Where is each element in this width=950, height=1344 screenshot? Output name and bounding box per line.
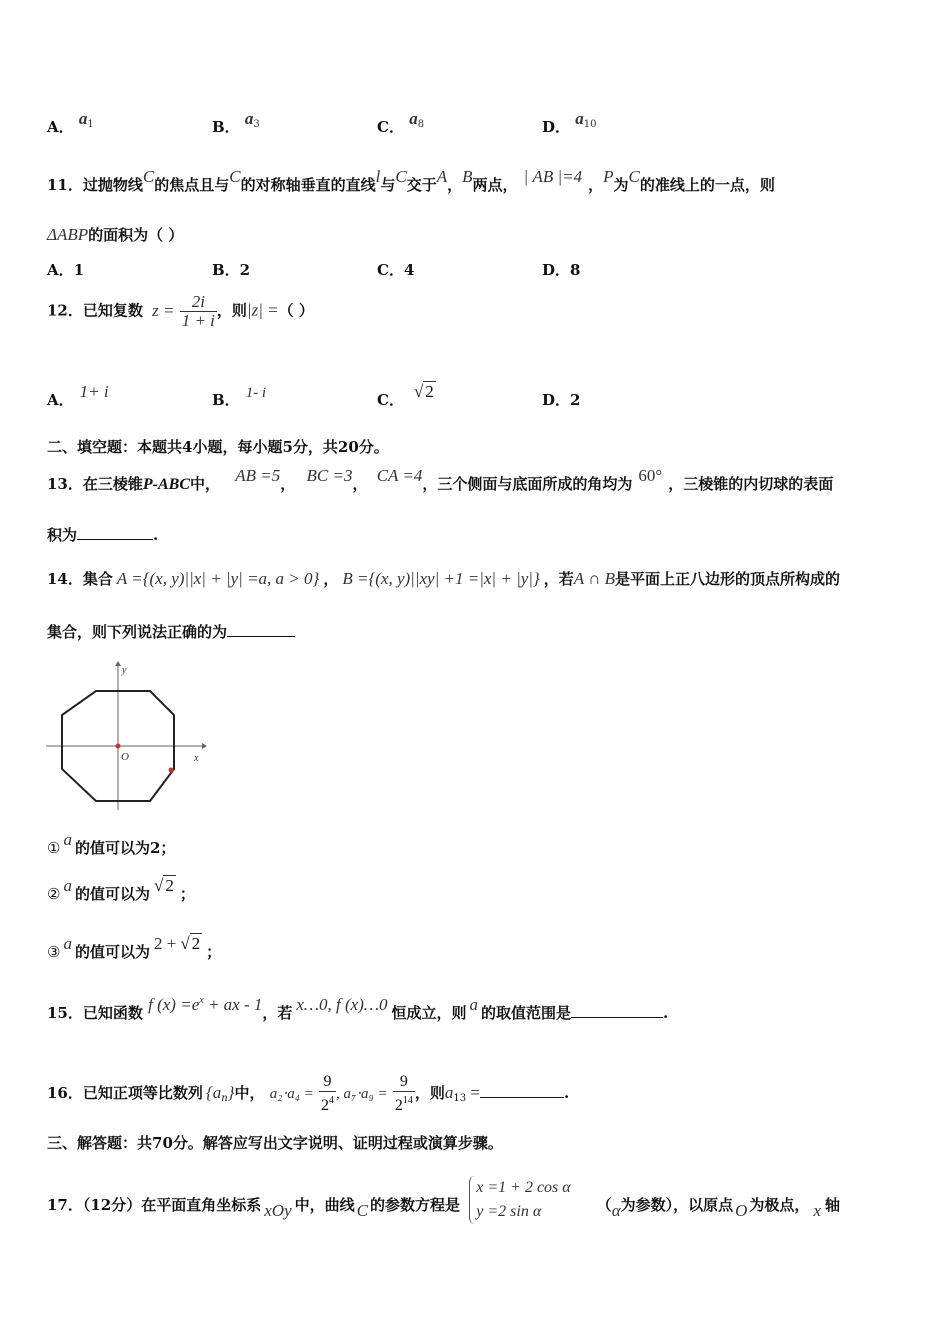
text: 已知正项等比数列	[82, 1084, 203, 1102]
math-var: C	[142, 167, 155, 186]
math-var: l	[375, 167, 381, 186]
math-expr: P-ABC	[142, 476, 191, 493]
math-expr: 1- i	[245, 385, 267, 401]
math-expr: |z| =	[246, 300, 279, 320]
math-sub: 3	[253, 119, 260, 130]
option-label: A．	[47, 391, 74, 409]
text: ，三棱锥的内切球的表面	[668, 475, 834, 493]
math-expr: ΔABP	[47, 225, 89, 244]
answer-blank[interactable]	[480, 1083, 564, 1098]
text: 中，曲线	[294, 1196, 355, 1214]
text: 的值可以为	[74, 885, 150, 903]
math-var: a	[78, 109, 88, 128]
text: 已知复数	[82, 301, 143, 320]
math-expr: , a₇⋅a₉ =	[336, 1086, 388, 1102]
y-axis-label: y	[122, 665, 127, 676]
q15-stem	[47, 995, 669, 1023]
item-mark: ①	[47, 839, 61, 857]
fraction	[393, 1073, 415, 1115]
text: ；	[206, 943, 222, 961]
q16-stem	[47, 1073, 569, 1115]
sqrt-sign: √	[413, 382, 424, 401]
math-expr: B ={(x, y)||xy| +1 =|x| + |y|}	[342, 569, 540, 588]
math-sub: n	[221, 1093, 228, 1104]
sqrt-expr	[180, 934, 202, 954]
math-var: α	[611, 1201, 621, 1220]
text: 交于	[406, 176, 437, 194]
item-mark: ②	[47, 885, 61, 903]
text: 的焦点且与	[154, 176, 230, 194]
q13-stem: 13．在三棱锥P-ABC中， AB =5， BC =3， CA =4，三个侧面与底面所成的角均为 60° ，三棱锥的内切球的表面	[47, 466, 834, 493]
text: ；	[179, 885, 195, 903]
q14-item-3	[47, 934, 222, 962]
item-mark: ③	[47, 943, 61, 961]
math-sub: 13	[453, 1093, 467, 1104]
origin-label: O	[121, 751, 129, 763]
sqrt-expr	[414, 382, 436, 402]
denominator	[393, 1092, 415, 1115]
math-var: a	[409, 109, 418, 128]
math-var: x	[813, 1201, 821, 1220]
numerator: 9	[319, 1073, 336, 1092]
q10-option-a	[47, 109, 94, 138]
q14-item-2	[47, 876, 195, 904]
question-number: 15．	[47, 1004, 83, 1022]
denominator-exp: 14	[402, 1095, 413, 1106]
math-expr: f (x) =e	[148, 995, 200, 1014]
sqrt-sign: √	[180, 934, 190, 953]
text: 积为	[47, 526, 78, 544]
text: （ ）	[278, 301, 314, 320]
text: 的准线上的一点，则	[639, 176, 775, 194]
math-var: C	[395, 167, 407, 186]
origin-point	[116, 744, 121, 749]
text: 两点，	[472, 176, 518, 194]
text: 中，	[190, 475, 221, 493]
text: 为	[613, 176, 629, 194]
math-expr: 2 +	[153, 934, 177, 953]
math-expr: A ={(x, y)||x| + |y| =a, a > 0}	[116, 569, 320, 588]
question-number: 12．	[47, 301, 83, 320]
q12-option-b	[212, 385, 267, 410]
text: 为极点，	[749, 1196, 810, 1214]
text: ，	[447, 176, 463, 194]
answer-blank[interactable]	[77, 525, 153, 540]
numerator: 9	[393, 1073, 415, 1092]
math-expr: xOy	[264, 1201, 292, 1220]
text: 为参数），以原点	[620, 1196, 734, 1214]
q17-stem	[47, 1179, 840, 1230]
math-expr: x…0, f (x)…0	[296, 995, 388, 1014]
text: 恒成立，则	[391, 1004, 467, 1022]
text: 集合	[82, 570, 113, 588]
q14-stem-line2	[47, 621, 295, 642]
radicand: 2	[165, 876, 174, 895]
text: （12分）在平面直角坐标系	[82, 1196, 262, 1214]
denominator-base: 2	[394, 1097, 403, 1114]
math-var: a	[63, 876, 72, 895]
math-expr: }	[227, 1083, 235, 1102]
math-expr: CA =4	[376, 466, 423, 485]
q12-option-d: D．2	[542, 391, 581, 409]
math-var: a	[63, 934, 72, 953]
text: 的对称轴垂直的直线	[240, 176, 376, 194]
denominator-base: 2	[321, 1097, 330, 1114]
q12-option-a	[47, 382, 109, 410]
math-sub: 1	[87, 119, 94, 130]
denominator	[319, 1092, 336, 1115]
math-var: a	[63, 830, 72, 849]
text: 的参数方程是	[370, 1196, 461, 1214]
sqrt-expr	[154, 876, 176, 896]
text: 的值可以为	[74, 943, 150, 961]
q12-stem	[47, 293, 314, 330]
math-var: a	[575, 109, 584, 128]
math-var: P	[603, 167, 614, 186]
math-var: A	[436, 167, 448, 186]
text: .	[663, 1004, 669, 1022]
option-label: B．	[212, 118, 240, 136]
math-var: a	[469, 995, 479, 1014]
option-label: A．	[47, 118, 74, 136]
math-expr: a₂⋅a₄ =	[269, 1086, 314, 1102]
text: ，若	[543, 570, 574, 588]
math-var: a	[444, 1083, 454, 1102]
option-label: C．	[377, 118, 404, 136]
radicand: 2	[191, 934, 201, 953]
text: 已知函数	[82, 1004, 143, 1022]
math-expr: BC =3	[306, 466, 353, 485]
q11-option-b: B．2	[212, 261, 251, 279]
text: 轴	[824, 1196, 840, 1214]
q11-option-d: D．8	[542, 261, 581, 279]
math-expr: z =	[152, 300, 175, 320]
q14-stem	[47, 568, 840, 589]
text: ，若	[262, 1004, 293, 1022]
math-sub: 10	[583, 119, 597, 130]
text: 中，	[234, 1084, 265, 1102]
section-heading-solutions: 三、解答题：共70分。解答应写出文字说明、证明过程或演算步骤。	[47, 1134, 503, 1152]
q11-option-a: A．1	[47, 261, 85, 279]
text: 集合，则下列说法正确的为	[47, 623, 228, 641]
param-equation-system	[469, 1176, 570, 1224]
option-label: D．	[542, 118, 571, 136]
text: （	[596, 1196, 612, 1214]
text: ，则	[216, 301, 247, 320]
math-expr: + ax - 1	[203, 995, 263, 1014]
math-var: C	[628, 167, 640, 186]
option-label: C．	[377, 391, 404, 409]
q10-option-c	[377, 109, 425, 138]
answer-blank[interactable]	[571, 1003, 663, 1018]
q11-stem	[47, 167, 775, 195]
math-var: O	[735, 1201, 748, 1220]
q10-option-d	[542, 109, 597, 138]
q13-stem-line2	[47, 524, 158, 545]
text: 的面积为（ ）	[88, 226, 184, 244]
q12-option-c	[377, 382, 436, 410]
q11-stem-line2	[47, 224, 183, 245]
text: 的取值范围是	[481, 1004, 572, 1022]
math-expr: A ∩ B	[573, 569, 616, 588]
param-eq-y: y =2 sin α	[476, 1203, 542, 1220]
denominator: 1 + i	[181, 311, 215, 330]
math-sub: 8	[417, 119, 425, 130]
question-number: 14．	[47, 570, 83, 588]
text: 过抛物线	[82, 176, 143, 194]
q10-option-b	[212, 109, 260, 138]
text: .	[563, 1084, 570, 1102]
text: ，三个侧面与底面所成的角均为	[422, 475, 633, 493]
math-expr: =	[466, 1083, 480, 1102]
fraction	[319, 1073, 336, 1115]
math-var: C	[356, 1201, 368, 1220]
radicand: 2	[425, 382, 434, 401]
q14-item-1	[47, 830, 176, 858]
param-eq-x: x =1 + 2 cos α	[476, 1179, 571, 1196]
vertex-point	[169, 768, 174, 773]
y-axis-arrow	[115, 661, 121, 666]
denominator-exp: 4	[329, 1095, 335, 1106]
math-var: B	[462, 167, 473, 186]
math-sup: x	[199, 995, 204, 1006]
math-var: a	[244, 109, 254, 128]
math-expr: | AB |=4	[523, 167, 583, 186]
question-number: 13．	[47, 475, 83, 493]
x-axis-arrow	[202, 743, 207, 749]
text: ，	[588, 176, 604, 194]
text: ，	[323, 570, 339, 588]
text: 在三棱锥	[82, 475, 143, 493]
text: 与	[380, 176, 396, 194]
section-heading-fill-in: 二、填空题：本题共4小题，每小题5分，共20分。	[47, 438, 389, 456]
x-axis-label: x	[194, 753, 199, 764]
numerator: 2i	[180, 293, 217, 312]
fraction	[180, 293, 217, 330]
question-number: 11．	[47, 176, 83, 194]
math-var: C	[229, 167, 241, 186]
text: 是平面上正八边形的顶点所构成的	[615, 570, 841, 588]
sqrt-sign: √	[153, 876, 164, 895]
math-expr: AB =5	[235, 466, 281, 485]
math-expr: 1+ i	[79, 382, 109, 401]
octagon-figure	[44, 660, 209, 815]
question-number: 16．	[47, 1084, 83, 1102]
math-expr: {a	[205, 1083, 222, 1102]
answer-blank[interactable]	[227, 622, 295, 637]
text: .	[153, 526, 159, 544]
text: 的值可以为2；	[74, 839, 176, 857]
text: ，则	[414, 1084, 445, 1102]
option-label: B．	[212, 391, 240, 409]
q11-option-c: C．4	[377, 261, 415, 279]
math-expr: 60°	[638, 466, 663, 485]
question-number: 17．	[47, 1196, 83, 1214]
